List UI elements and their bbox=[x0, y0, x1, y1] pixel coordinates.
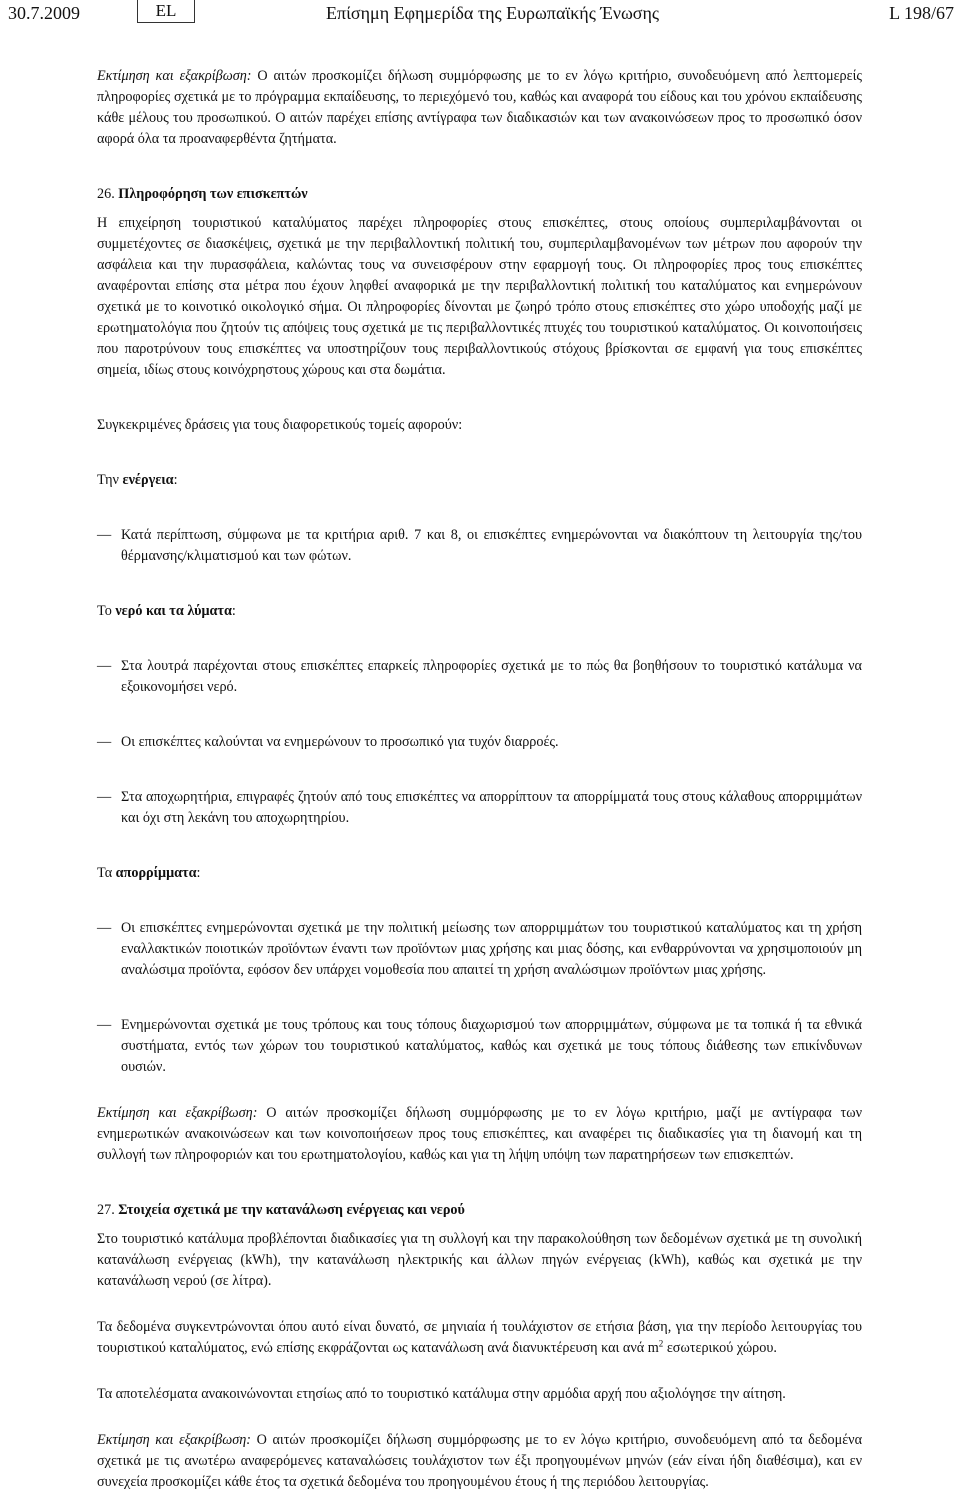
energy-heading: Την ενέργεια: bbox=[97, 472, 178, 488]
journal-title: Επίσημη Εφημερίδα της Ευρωπαϊκής Ένωσης bbox=[326, 3, 660, 23]
section-number: 26. bbox=[97, 186, 115, 202]
publication-date: 30.7.2009 bbox=[8, 3, 80, 23]
assessment-label: Εκτίμηση και εξακρίβωση: bbox=[97, 1105, 258, 1121]
section-27-body: Στο τουριστικό κατάλυμα προβλέπονται διαδικασίες για τη συλλογή και την παρακολούθηση των δεδομένων σχετικά με τη συνολική κατανάλωση ενέργειας (kWh), την κατανάλωση ηλεκτρικής και άλλων πηγών ενέργειας (kWh), καθώς και σχετικά με την κατανάλωση νερού (σε λίτρα). bbox=[97, 1231, 862, 1289]
assessment-paragraph bbox=[97, 66, 862, 150]
section-27-results: Τα αποτελέσματα ανακοινώνονται ετησίως από το τουριστικό κατάλυμα στην αρμόδια αρχή που αξιολόγησε την αίτηση. bbox=[97, 1386, 786, 1402]
section-title: Πληροφόρηση των επισκεπτών bbox=[118, 186, 308, 202]
section-26-body: Η επιχείρηση τουριστικού καταλύματος παρέχει πληροφορίες στους επισκέπτες, στους οποίους συμπεριλαμβάνονται οι συμμετέχοντες σε διασκέψεις, σχετικά με την περιβαλλοντική πολιτική του, συμπεριλαμβανομένων των μέτρων που αφορούν την ασφάλεια και την πυρασφάλεια, καλώντας τους να συνεισφέρουν στην εφαρμογή τους. Οι πληροφορίες προς τους επισκέπτες αναφέρονται επίσης στα μέτρα που έχουν ληφθεί αναφορικά με την περιβαλλοντική πολιτική του καταλύματος και ενημερώνουν σχετικά με το κοινοτικό οικολογικό σήμα. Οι πληροφορίες δίνονται με ζωηρό τρόπο στους επισκέπτες στο χώρο υποδοχής μαζί με ερωτηματολόγια που ζητούν τις απόψεις τους σχετικά με τις περιβαλλοντικές πτυχές του τουριστικού καταλύματος. Οι κοινοποιήσεις που παροτρύνουν τους επισκέπτες να υποστηρίζουν τους περιβαλλοντικούς στόχους βρίσκονται σε εμφανή για τους επισκέπτες σημεία, ιδίως στους κοινόχρηστους χώρους και στα δωμάτια. bbox=[97, 215, 862, 378]
water-heading: Το νερό και τα λύματα: bbox=[97, 603, 236, 619]
assessment-label: Εκτίμηση και εξακρίβωση: bbox=[97, 1432, 252, 1448]
dash-bullet-icon: — bbox=[97, 920, 112, 936]
dash-bullet-icon: — bbox=[97, 1017, 112, 1033]
section-title: Στοιχεία σχετικά με την κατανάλωση ενέργειας και νερού bbox=[118, 1202, 465, 1218]
language-badge: EL bbox=[137, 0, 195, 23]
waste-heading: Τα απορρίμματα: bbox=[97, 865, 201, 881]
section-27-data-paragraph: Τα δεδομένα συγκεντρώνονται όπου αυτό είναι δυνατό, σε μηνιαία ή τουλάχιστον σε ετήσια βάση, για την περίοδο λειτουργίας του τουριστικού καταλύματος, ενώ επίσης εκφράζονται ως κατανάλωση ανά διανυκτέρευση και ανά $m^2$ εσωτερικού χώρου. bbox=[97, 1319, 862, 1356]
assessment-label: Εκτίμηση και εξακρίβωση: bbox=[97, 68, 252, 84]
assessment-paragraph: Εκτίμηση και εξακρίβωση: Ο αιτών προσκομίζει δήλωση συμμόρφωσης με το εν λόγω κριτήριο, μαζί με αντίγραφα των ενημερωτικών ανακοινώσεων και των κοινοποιήσεων προς τους επισκέπτες, και αναφέρει τις διαδικασίες για τη διανομή και τη συλλογή των πληροφοριών και του ερωτηματολογίου, καθώς και για τη λήψη υπόψη των παρατηρήσεων των επισκεπτών. bbox=[97, 1105, 863, 1163]
list-item: — Ενημερώνονται σχετικά με τους τρόπους και τους τόπους διαχωρισμού των απορριμμάτων, σύμφωνα με τα τοπικά ή τα εθνικά συστήματα, εντός των χώρων του τουριστικού καταλύματος, καθώς και σχετικά με τους τόπους διάθεσης των επικίνδυνων ουσιών. bbox=[97, 1017, 862, 1075]
dash-bullet-icon: — bbox=[97, 658, 112, 674]
list-item: — Οι επισκέπτες ενημερώνονται σχετικά με την πολιτική μείωσης των απορριμμάτων του τουριστικού καταλύματος και τη χρήση εναλλακτικών ποιοτικών προϊόντων έναντι των προϊόντων μιας χρήσης και μιας δόσης, και ενθαρρύνονται να χρησιμοποιούν μη αναλώσιμα προϊόντα, εφόσον δεν υπάρχει νομοθεσία που απαιτεί τη χρήση αναλώσιμων προϊόντων μιας χρήσης. bbox=[97, 920, 862, 978]
list-item: — Οι επισκέπτες καλούνται να ενημερώνουν το προσωπικό για τυχόν διαρροές. bbox=[97, 732, 862, 753]
document-body bbox=[97, 66, 862, 1493]
assessment-paragraph: Εκτίμηση και εξακρίβωση: Ο αιτών προσκομίζει δήλωση συμμόρφωσης με το εν λόγω κριτήριο, συνοδευόμενη από τα δεδομένα σχετικά με τις ανωτέρω αναφερόμενες καταναλώσεις τουλάχιστον των έξι προηγουμένων μηνών (εάν είναι ήδη διαθέσιμα), και εν συνεχεία προσκομίζει κάθε έτος τα σχετικά δεδομένα του προηγουμένου έτους ή της περιόδου λειτουργίας. bbox=[97, 1432, 862, 1490]
list-item: — Στα λουτρά παρέχονται στους επισκέπτες επαρκείς πληροφορίες σχετικά με το πώς θα βοηθήσουν το τουριστικό κατάλυμα να εξοικονομήσει νερό. bbox=[97, 658, 862, 695]
section-26-heading bbox=[97, 184, 862, 205]
section-27-heading bbox=[97, 1200, 862, 1221]
list-item: — Κατά περίπτωση, σύμφωνα με τα κριτήρια αριθ. 7 και 8, οι επισκέπτες ενημερώνονται να διακόπτουν τη λειτουργία της/του θέρμανσης/κλιματισμού και των φώτων. bbox=[97, 527, 862, 564]
actions-intro: Συγκεκριμένες δράσεις για τους διαφορετικούς τομείς αφορούν: bbox=[97, 417, 463, 433]
assessment-text: Ο αιτών προσκομίζει δήλωση συμμόρφωσης με το εν λόγω κριτήριο, συνοδευόμενη από λεπτομερείς πληροφορίες σχετικά με το πρόγραμμα εκπαίδευσης, το περιεχόμενό του, καθώς και αναφορά του είδους και του χρόνου εκπαίδευσης κάθε μέλους του προσωπικού. Ο αιτών παρέχει επίσης αντίγραφα των διαδικασιών και των ανακοινώσεων προς το προσωπικό όσον αφορά όλα τα προαναφερθέντα ζητήματα. bbox=[97, 68, 863, 147]
dash-bullet-icon: — bbox=[97, 734, 112, 750]
dash-bullet-icon: — bbox=[97, 789, 112, 805]
section-number: 27. bbox=[97, 1202, 115, 1218]
dash-bullet-icon: — bbox=[97, 527, 112, 543]
page-reference: L 198/67 bbox=[889, 3, 954, 23]
list-item: — Στα αποχωρητήρια, επιγραφές ζητούν από τους επισκέπτες να απορρίπτουν τα απορρίμματά τους στους κάλαθους απορριμμάτων και όχι στη λεκάνη του αποχωρητηρίου. bbox=[97, 789, 862, 826]
page-header bbox=[0, 0, 960, 34]
